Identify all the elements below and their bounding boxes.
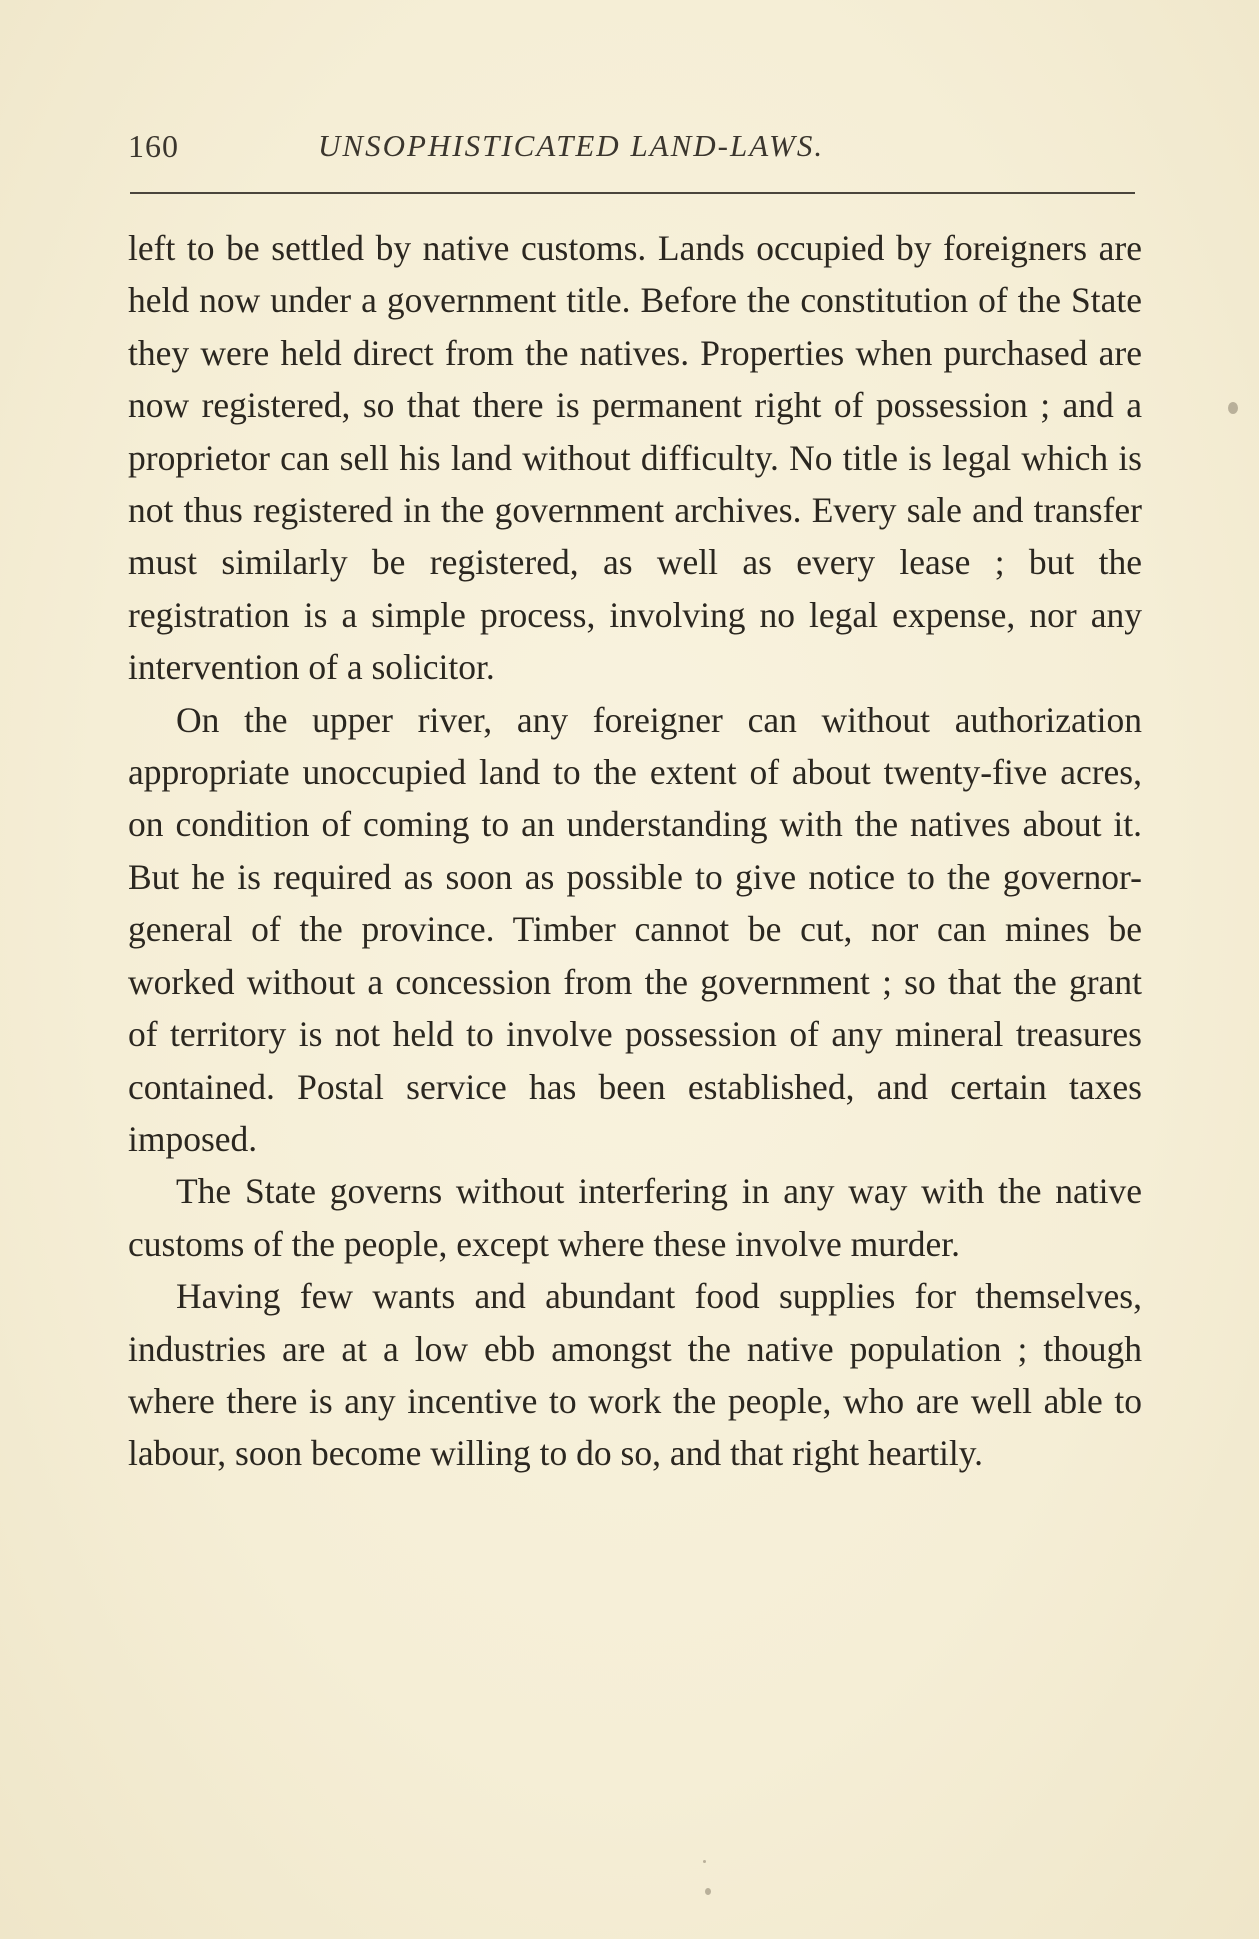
paper-speck	[705, 1888, 711, 1895]
header-rule	[130, 192, 1135, 194]
page-header	[128, 128, 1138, 168]
paper-speck	[703, 1860, 706, 1863]
paper-speck	[1228, 402, 1238, 414]
paragraph-continuation: left to be settled by native customs. Lands occupied by foreigners are held now under a government title. Before the constitution of the State they were held direct from the natives. Properties when purchased are now registered, so that there is permanent right of possession ; and a proprietor can sell his land without difficulty. No title is legal which is not thus registered in the government archives. Every sale and transfer must similarly be registered, as well as every lease ; but the registration is a simple process, involving no legal expense, nor any intervention of a solicitor.	[128, 228, 1142, 688]
paragraph-state-governs: The State governs without interfering in any way with the native customs of the people, except where these involve murder.	[128, 1171, 1142, 1264]
paragraph-industries: Having few wants and abundant food supplies for themselves, industries are at a low ebb amongst the native population ; though where there is any incentive to work the people, who are well able to labour, soon become willing to do so, and that right heartily.	[128, 1276, 1142, 1474]
body-text	[128, 222, 1142, 1480]
running-title: UNSOPHISTICATED LAND-LAWS.	[318, 128, 825, 163]
paragraph-upper-river: On the upper river, any foreigner can without authorization appropriate unoccupied land to the extent of about twenty-five acres, on condition of coming to an understanding with the natives about it. But he is required as soon as possible to give notice to the governor-general of the province. Timber cannot be cut, nor can mines be worked without a concession from the government ; so that the grant of territory is not held to involve possession of any mineral treasures contained. Postal service has been established, and certain taxes imposed.	[128, 699, 1142, 1159]
page-number: 160	[128, 128, 179, 164]
